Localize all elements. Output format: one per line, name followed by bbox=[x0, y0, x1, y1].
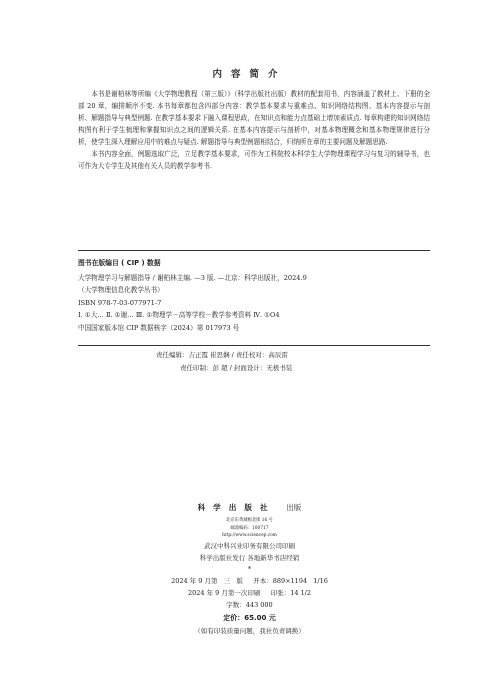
distribution-line: 科学出版社发行 各地新华书店经销 bbox=[199, 553, 300, 562]
credits-editors: 责任编辑：吉正霞 崔思娴 / 责任校对：高辰雷 bbox=[156, 351, 288, 359]
wordcount-line: 字数：443 000 bbox=[226, 600, 273, 609]
publisher-address-block bbox=[0, 517, 499, 540]
cip-line-number: 中国国家版本馆 CIP 数据核字（2024）第 017973 号 bbox=[78, 323, 240, 332]
cip-line-isbn: ISBN 978-7-03-077971-7 bbox=[78, 298, 162, 307]
cip-line-title: 大学物理学习与解题指导 / 谢柏林主编. —3 版. —北京：科学出版社，2024.9 bbox=[78, 274, 307, 282]
publisher-postcode: 邮政编码：100717 bbox=[230, 525, 269, 531]
separator-star: * bbox=[247, 564, 252, 573]
publisher-logo-name: 科学出版社 bbox=[197, 503, 276, 512]
cip-line-series: （大学物理信息化教学丛书） bbox=[78, 286, 164, 295]
price-line: 定价：65.00 元 bbox=[223, 613, 276, 622]
publisher-logo-word: 出版 bbox=[286, 503, 302, 512]
publisher-address: 北京东黄城根北街 16 号 bbox=[226, 518, 273, 523]
intro-paragraph-2: 本书内容全面，例题选取广泛，立足教学基本要求，可作为工科院校本科学生大学物理课程学习与复习的辅导书，也可作为大专学生及其他有关人员的教学参考书. bbox=[78, 150, 430, 170]
publisher-logo bbox=[0, 502, 499, 513]
intro-title: 内容简介 bbox=[212, 69, 287, 80]
cip-bottom-rule bbox=[78, 345, 430, 346]
edition-line: 2024 年 9 月第 三 版 开本：889×1194 1/16 bbox=[171, 576, 328, 585]
cip-section bbox=[78, 250, 430, 334]
intro-paragraph-1: 本书是谢柏林等所编《大学物理教程（第三版）》（科学出版社出版）教材的配套用书，内容涵盖了教材上、下册的全部 20 章，编排顺序不变. 本书每章都包含四部分内容：教学基本要求与重难点、知识网络结构图、基本内容提示与剖析、解题指导与典型例题. 在教学基本要求下融入课程思政，在知识点和能力点基础上增加素质点. 每章构建的知识网络结构图有利于学生梳理和掌握知识点之间的逻辑关系. 在基本内容提示与剖析中，对基本物理概念和基本物理规律进行分析，使学生深入理解应用中的难点与疑点. 解题指导与典型例题相结合，归纳所在章的主要问题及解题思路. bbox=[78, 90, 430, 146]
credits-section bbox=[156, 349, 292, 375]
printing-line: 2024 年 9 月第一次印刷 印张：14 1/2 bbox=[187, 588, 311, 597]
quality-notice: （如有印装质量问题，我社负责调换） bbox=[194, 626, 305, 635]
credits-production: 责任印制：彭 超 / 封面设计：无极书装 bbox=[180, 364, 293, 372]
publisher-website: http://www.sciencep.com bbox=[222, 533, 277, 539]
cip-line-classification: Ⅰ. ①大… Ⅱ. ①谢… Ⅲ. ①物理学－高等学校－教学参考资料 Ⅳ. ①O4 bbox=[78, 311, 280, 320]
printer-line: 武汉中科兴业印务有限公司印刷 bbox=[204, 541, 295, 550]
cip-lines bbox=[78, 272, 430, 334]
intro-section bbox=[78, 88, 430, 172]
publisher-section bbox=[0, 502, 499, 637]
cip-heading: 图书在版编目 ( CIP ) 数据 bbox=[78, 259, 161, 267]
